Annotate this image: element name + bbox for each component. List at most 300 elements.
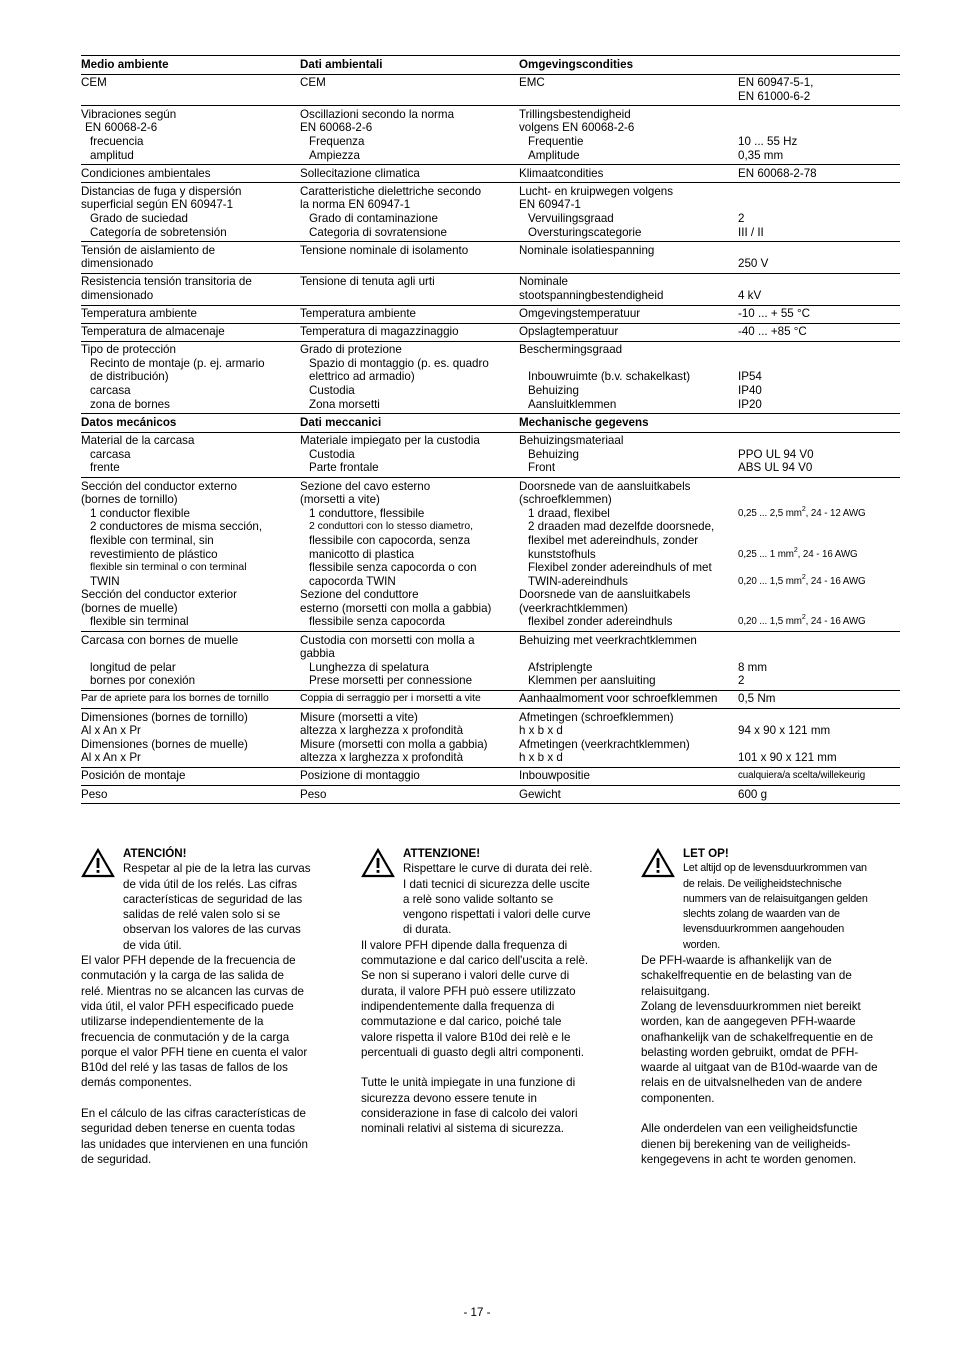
cell-line: Klemmen per aansluiting bbox=[528, 674, 656, 688]
cell-line: Recinto de montaje (p. ej. armario bbox=[90, 356, 265, 370]
table-row bbox=[81, 106, 900, 165]
cell-line: 0,25 ... 2,5 $mm^2$, 24 - 12 AWG bbox=[738, 505, 866, 519]
table-cell bbox=[300, 183, 519, 242]
table-cell bbox=[81, 305, 300, 323]
table-row bbox=[81, 709, 900, 768]
cell-line bbox=[738, 58, 900, 72]
table-cell bbox=[300, 74, 519, 106]
warning-title: ATTENZIONE! bbox=[403, 847, 481, 860]
text-line: nominali relativi al sistema di sicurezza. bbox=[361, 1122, 564, 1136]
cell-line: Medio ambiente bbox=[81, 58, 169, 71]
cell-line: flexibel met adereindhuls, zonder bbox=[528, 533, 699, 547]
cell-line: cualquiera/a scelta/willekeurig bbox=[738, 770, 866, 782]
cell-line: Coppia di serraggio per i morsetti a vite bbox=[300, 693, 481, 705]
cell-line bbox=[738, 416, 900, 430]
text-line: componenten. bbox=[641, 1091, 715, 1105]
text-line: slechts zolang de waarden van de bbox=[683, 908, 840, 921]
cell-line bbox=[738, 121, 900, 135]
cell-line: Misure (morsetti con molla a gabbia) bbox=[300, 737, 488, 751]
warning-text bbox=[683, 861, 903, 953]
text-line: a relè sono valide soltanto se bbox=[403, 892, 554, 906]
table-cell bbox=[300, 305, 519, 323]
text-line: utilizarse independientemente de la bbox=[81, 1015, 264, 1029]
table-row bbox=[81, 478, 900, 632]
table-cell bbox=[81, 165, 300, 183]
cell-line: Distancias de fuga y dispersión bbox=[81, 184, 242, 198]
note-column-es bbox=[81, 846, 339, 1167]
table-cell bbox=[300, 273, 519, 305]
table-cell bbox=[519, 478, 738, 632]
warning-text bbox=[403, 861, 619, 937]
cell-line: Tensione nominale di isolamento bbox=[300, 243, 469, 257]
cell-line: 101 x 90 x 121 mm bbox=[738, 751, 837, 765]
table-cell bbox=[81, 106, 300, 165]
table-cell bbox=[738, 478, 900, 632]
table-cell bbox=[81, 478, 300, 632]
text-line: percentuali di guasto degli altri componenti. bbox=[361, 1045, 584, 1059]
table-cell bbox=[738, 341, 900, 413]
cell-line: 0,35 mm bbox=[738, 148, 784, 162]
text-line: El valor PFH depende de la frecuencia de bbox=[81, 954, 296, 968]
cell-line: zona de bornes bbox=[90, 397, 170, 411]
text-line: B10d del relé y las tasas de fallos de los bbox=[81, 1061, 288, 1075]
text-line: En el cálculo de las cifras características de bbox=[81, 1107, 306, 1121]
table-row bbox=[81, 786, 900, 804]
table-row bbox=[81, 690, 900, 708]
text-line: kengegevens in acht te worden genomen. bbox=[641, 1152, 857, 1166]
cell-line: Spazio di montaggio (p. es. quadro bbox=[309, 356, 489, 370]
cell-line: Lunghezza di spelatura bbox=[309, 660, 429, 674]
note-column-nl bbox=[641, 846, 903, 1167]
cell-line: Amplitude bbox=[528, 148, 580, 162]
text-line: commutazione e dal carico, poiché tale bbox=[361, 1015, 562, 1029]
cell-line: capocorda TWIN bbox=[309, 574, 396, 588]
cell-line bbox=[519, 357, 738, 371]
warning-triangle-icon bbox=[641, 848, 675, 878]
cell-line: Sección del conductor exterior bbox=[81, 588, 237, 602]
cell-line: Carcasa con bornes de muelle bbox=[81, 633, 239, 647]
paragraph-pfh bbox=[81, 953, 339, 1091]
cell-line: Posición de montaje bbox=[81, 769, 186, 783]
text-line: Se non si superano i valori delle curve di bbox=[361, 969, 570, 983]
text-line: características de seguridad de las bbox=[123, 892, 303, 906]
cell-line: 2 conductores de misma sección, bbox=[90, 520, 263, 534]
table-cell bbox=[519, 786, 738, 804]
cell-line: EN 60947-1 bbox=[519, 198, 581, 212]
cell-line bbox=[738, 244, 900, 258]
cell-line bbox=[738, 357, 900, 371]
cell-line: EN 60068-2-6 bbox=[85, 121, 158, 135]
cell-line: Omgevingstemperatuur bbox=[519, 307, 641, 320]
cell-line: Peso bbox=[300, 787, 327, 801]
table-row bbox=[81, 432, 900, 477]
text-line: worden, kan de aangegeven PFH-waarde bbox=[641, 1015, 856, 1029]
cell-line: ABS UL 94 V0 bbox=[738, 461, 813, 475]
cell-line: flessibile senza capocorda bbox=[309, 615, 445, 629]
table-cell bbox=[519, 183, 738, 242]
cell-line: carcasa bbox=[90, 447, 131, 461]
paragraph-pfh bbox=[361, 938, 619, 1060]
text-line: demás componentes. bbox=[81, 1076, 192, 1090]
cell-line: Vibraciones según bbox=[81, 107, 177, 121]
cell-line: de distribución) bbox=[90, 370, 169, 384]
cell-line: Temperatura ambiente bbox=[300, 307, 416, 320]
cell-line: Temperatura de almacenaje bbox=[81, 325, 225, 339]
cell-line: Afmetingen (veerkrachtklemmen) bbox=[519, 737, 690, 751]
cell-line: 4 kV bbox=[738, 288, 762, 302]
cell-line: dimensionado bbox=[81, 257, 154, 271]
cell-line bbox=[738, 534, 900, 548]
cell-line: gabbia bbox=[300, 647, 335, 661]
text-line: de seguridad. bbox=[81, 1152, 152, 1166]
cell-line: Tensión de aislamiento de bbox=[81, 243, 216, 257]
text-line: nummers van de relaisuitgangen gelden bbox=[683, 892, 868, 905]
table-cell bbox=[738, 56, 900, 75]
cell-line: Sezione del cavo esterno bbox=[300, 479, 431, 493]
text-line: de relais. De veiligheidstechnische bbox=[683, 877, 842, 890]
section-header-row bbox=[81, 414, 900, 433]
cell-line: (morsetti a vite) bbox=[300, 493, 380, 507]
table-cell bbox=[81, 323, 300, 341]
text-line: worden. bbox=[683, 938, 721, 951]
cell-line: flexible sin terminal o con terminal bbox=[90, 562, 247, 574]
warning-text bbox=[123, 861, 339, 953]
cell-line: Behuizing bbox=[528, 447, 579, 461]
text-line: waarde al uitgaat van de B10d-waarde van de bbox=[641, 1061, 878, 1075]
cell-line: bornes por conexión bbox=[90, 674, 196, 688]
cell-line: flexible con terminal, sin bbox=[90, 533, 214, 547]
cell-line: Omgevingscondities bbox=[519, 58, 634, 71]
cell-line bbox=[738, 275, 900, 289]
cell-line: Parte frontale bbox=[309, 461, 379, 475]
cell-line: Zona morsetti bbox=[309, 397, 380, 411]
cell-line bbox=[738, 108, 900, 122]
cell-line: CEM bbox=[81, 76, 107, 90]
cell-line: CEM bbox=[300, 76, 326, 90]
table-cell bbox=[519, 414, 738, 433]
text-line: onafhankelijk van de schakelfrequentie en de bbox=[641, 1030, 874, 1044]
warning-block-nl bbox=[641, 846, 903, 953]
cell-line: Behuizing bbox=[528, 383, 579, 397]
table-row bbox=[81, 74, 900, 106]
technical-data-table bbox=[81, 55, 900, 804]
table-cell bbox=[738, 432, 900, 477]
table-cell bbox=[300, 165, 519, 183]
cell-line: 0,20 ... 1,5 $mm^2$, 24 - 16 AWG bbox=[738, 573, 866, 587]
cell-line: Custodia bbox=[309, 383, 355, 397]
table-cell bbox=[300, 709, 519, 768]
cell-line bbox=[738, 493, 900, 507]
cell-line: Opslagtemperatuur bbox=[519, 325, 619, 339]
cell-line: Frequentie bbox=[528, 134, 584, 148]
cell-line: -10 ... + 55 °C bbox=[738, 307, 810, 320]
table-cell bbox=[519, 341, 738, 413]
cell-line: Sollecitazione climatica bbox=[300, 166, 420, 180]
table-cell bbox=[300, 767, 519, 785]
table-cell bbox=[81, 273, 300, 305]
text-line: sicurezza devono essere tenute in bbox=[361, 1091, 537, 1105]
table-cell bbox=[738, 414, 900, 433]
table-cell bbox=[81, 786, 300, 804]
text-line: Alle onderdelen van een veiligheidsfunctie bbox=[641, 1122, 858, 1136]
table-cell bbox=[81, 690, 300, 708]
cell-line: Inbouwpositie bbox=[519, 769, 590, 783]
cell-line: 0,25 ... 1 $mm^2$, 24 - 16 AWG bbox=[738, 546, 858, 560]
cell-line: Gewicht bbox=[519, 787, 561, 801]
table-cell bbox=[519, 106, 738, 165]
cell-line: EMC bbox=[519, 76, 545, 90]
table-row bbox=[81, 632, 900, 691]
table-cell bbox=[519, 74, 738, 106]
cell-line: kunststofhuls bbox=[528, 547, 596, 561]
cell-line bbox=[81, 647, 300, 661]
cell-line: TWIN bbox=[90, 574, 120, 588]
table-cell bbox=[519, 273, 738, 305]
table-cell bbox=[519, 709, 738, 768]
cell-line: la norma EN 60947-1 bbox=[300, 198, 411, 212]
text-line: considerazione in fase di calcolo dei valori bbox=[361, 1107, 578, 1121]
cell-line bbox=[738, 561, 900, 575]
cell-line: Nominale isolatiespanning bbox=[519, 243, 655, 257]
cell-line: -40 ... +85 °C bbox=[738, 325, 807, 339]
cell-line: frente bbox=[90, 461, 120, 475]
cell-line: EN 60947-5-1, bbox=[738, 76, 814, 90]
text-line: belasting worden gebruikt, omdat de PFH- bbox=[641, 1045, 859, 1059]
cell-line: Nominale bbox=[519, 275, 568, 289]
cell-line: Caratteristiche dielettriche secondo bbox=[300, 184, 482, 198]
cell-line: Posizione di montaggio bbox=[300, 769, 420, 783]
cell-line: 1 conduttore, flessibile bbox=[309, 506, 425, 520]
cell-line: flexible sin terminal bbox=[90, 615, 189, 629]
cell-line: Sezione del conduttore bbox=[300, 588, 419, 602]
cell-line: Categoría de sobretensión bbox=[90, 225, 227, 239]
cell-line: altezza x larghezza x profondità bbox=[300, 724, 464, 738]
cell-line: revestimiento de plástico bbox=[90, 547, 218, 561]
cell-line: III / II bbox=[738, 225, 764, 239]
table-cell bbox=[81, 242, 300, 274]
text-line: Let altijd op de levensduurkrommen van bbox=[683, 862, 867, 875]
table-cell bbox=[519, 690, 738, 708]
cell-line: esterno (morsetti con molla a gabbia) bbox=[300, 601, 492, 615]
cell-line: Lucht- en kruipwegen volgens bbox=[519, 184, 674, 198]
cell-line: Grado di protezione bbox=[300, 343, 402, 357]
cell-line: Temperatura di magazzinaggio bbox=[300, 325, 459, 339]
table-row bbox=[81, 305, 900, 323]
table-cell bbox=[300, 341, 519, 413]
table-row bbox=[81, 341, 900, 413]
cell-line: (bornes de muelle) bbox=[81, 601, 178, 615]
section-header-row bbox=[81, 56, 900, 75]
text-line: Il valore PFH dipende dalla frequenza di bbox=[361, 938, 568, 952]
cell-line: h x b x d bbox=[519, 751, 563, 765]
cell-line: Dimensiones (bornes de tornillo) bbox=[81, 710, 248, 724]
cell-line bbox=[738, 738, 900, 752]
cell-line: Dati meccanici bbox=[300, 416, 382, 430]
cell-line: Afmetingen (schroefklemmen) bbox=[519, 710, 674, 724]
cell-line: Oscillazioni secondo la norma bbox=[300, 107, 455, 121]
cell-line bbox=[738, 711, 900, 725]
table-cell bbox=[300, 56, 519, 75]
warning-title: ATENCIÓN! bbox=[123, 847, 187, 860]
cell-line bbox=[738, 434, 900, 448]
paragraph-pfh bbox=[641, 953, 903, 1106]
cell-line: 8 mm bbox=[738, 660, 767, 674]
table-cell bbox=[519, 242, 738, 274]
cell-line: Beschermingsgraad bbox=[519, 343, 623, 357]
warning-block-es bbox=[81, 846, 339, 953]
text-line: Zolang de levensduurkrommen niet bereikt bbox=[641, 999, 861, 1013]
table-row bbox=[81, 323, 900, 341]
text-line: schakelfrequentie en de belasting van de bbox=[641, 969, 852, 983]
cell-line bbox=[738, 647, 900, 661]
cell-line: stootspanningbestendigheid bbox=[519, 288, 664, 302]
text-line: valore rispetta il valore B10d dei relè e le bbox=[361, 1030, 571, 1044]
cell-line: Resistencia tensión transitoria de bbox=[81, 275, 252, 289]
cell-line: Klimaatcondities bbox=[519, 166, 604, 180]
cell-line: Peso bbox=[81, 787, 108, 801]
cell-line: 250 V bbox=[738, 257, 769, 271]
table-cell bbox=[738, 273, 900, 305]
text-line: relaisuitgang. bbox=[641, 984, 710, 998]
text-line: De PFH-waarde is afhankelijk van de bbox=[641, 954, 832, 968]
cell-line: Categoria di sovratensione bbox=[309, 225, 447, 239]
cell-line: Custodia con morsetti con molla a bbox=[300, 633, 475, 647]
cell-line bbox=[738, 185, 900, 199]
table-cell bbox=[738, 242, 900, 274]
text-line: observan los valores de las curvas bbox=[123, 923, 301, 937]
table-row bbox=[81, 767, 900, 785]
text-line: commutazione e dal carico dell'uscita a relè. bbox=[361, 954, 589, 968]
cell-line: Mechanische gegevens bbox=[519, 416, 649, 430]
table-cell bbox=[81, 432, 300, 477]
text-line: de vida útil de los relés. Las cifras bbox=[123, 877, 297, 891]
text-line: frecuencia de conmutación y de la carga bbox=[81, 1030, 290, 1044]
cell-line: altezza x larghezza x profondità bbox=[300, 751, 464, 765]
text-line: las unidades que intervienen en una función bbox=[81, 1137, 308, 1151]
text-line: porque el valor PFH tiene en cuenta el valor bbox=[81, 1045, 308, 1059]
table-cell bbox=[519, 305, 738, 323]
cell-line: Al x An x Pr bbox=[81, 751, 141, 765]
text-line: seguridad deben tenerse en cuenta todas bbox=[81, 1122, 296, 1136]
cell-line bbox=[738, 480, 900, 494]
cell-line: amplitud bbox=[90, 148, 134, 162]
cell-line: carcasa bbox=[90, 383, 131, 397]
warning-title: LET OP! bbox=[683, 847, 729, 860]
table-cell bbox=[738, 106, 900, 165]
text-line: vida útil, el valor PFH especificado puede bbox=[81, 999, 294, 1013]
cell-line: Dati ambientali bbox=[300, 58, 383, 71]
cell-line bbox=[738, 634, 900, 648]
table-row bbox=[81, 273, 900, 305]
cell-line: Dimensiones (bornes de muelle) bbox=[81, 737, 248, 751]
cell-line: 0,5 Nm bbox=[738, 692, 776, 706]
table-cell bbox=[519, 56, 738, 75]
cell-line: Behuizing met veerkrachtklemmen bbox=[519, 633, 697, 647]
text-line: dienen bij berekening van de veiligheids- bbox=[641, 1137, 851, 1151]
cell-line: longitud de pelar bbox=[90, 660, 176, 674]
cell-line: Doorsnede van de aansluitkabels bbox=[519, 588, 691, 602]
cell-line: volgens EN 60068-2-6 bbox=[519, 121, 635, 135]
cell-line: 600 g bbox=[738, 787, 768, 801]
table-cell bbox=[300, 478, 519, 632]
text-line: de vida útil. bbox=[123, 938, 182, 952]
table-cell bbox=[738, 74, 900, 106]
table-cell bbox=[81, 767, 300, 785]
cell-line: Condiciones ambientales bbox=[81, 166, 211, 180]
cell-line: TWIN-adereindhuls bbox=[528, 574, 628, 588]
cell-line: Oversturingscategorie bbox=[528, 225, 642, 239]
paragraph-safety-units bbox=[81, 1106, 339, 1167]
cell-line: frecuencia bbox=[90, 134, 144, 148]
cell-line: Frequenza bbox=[309, 134, 365, 148]
table-cell bbox=[519, 432, 738, 477]
cell-line: Materiale impiegato per la custodia bbox=[300, 434, 480, 448]
cell-line: Behuizingsmateriaal bbox=[519, 434, 624, 448]
table-row bbox=[81, 165, 900, 183]
cell-line: IP54 bbox=[738, 370, 762, 384]
cell-line: Front bbox=[528, 461, 556, 475]
table-cell bbox=[519, 632, 738, 691]
text-line: durata, il valore PFH può essere utilizzato bbox=[361, 984, 576, 998]
table-cell bbox=[738, 323, 900, 341]
table-cell bbox=[81, 74, 300, 106]
text-line: vengono rispettati i valori delle curve bbox=[403, 908, 591, 922]
cell-line: IP20 bbox=[738, 397, 762, 411]
cell-line: Material de la carcasa bbox=[81, 434, 195, 448]
table-cell bbox=[300, 323, 519, 341]
warning-block-it bbox=[361, 846, 619, 938]
cell-line: flessibile senza capocorda o con bbox=[309, 561, 477, 575]
paragraph-safety-units bbox=[641, 1121, 903, 1167]
cell-line: superficial según EN 60947-1 bbox=[81, 198, 234, 212]
cell-line: 1 draad, flexibel bbox=[528, 506, 610, 520]
table-cell bbox=[300, 414, 519, 433]
page-number: - 17 - bbox=[463, 1306, 491, 1319]
cell-line: flessibile con capocorda, senza bbox=[309, 533, 471, 547]
note-column-it bbox=[361, 846, 619, 1137]
cell-line: elettrico ad armadio) bbox=[309, 370, 415, 384]
warning-triangle-icon bbox=[361, 848, 395, 878]
cell-line: flexibel zonder adereindhuls bbox=[528, 615, 673, 629]
cell-line bbox=[519, 647, 738, 661]
cell-line: Datos mecánicos bbox=[81, 416, 177, 430]
cell-line: dimensionado bbox=[81, 288, 154, 302]
cell-line: 2 draaden mad dezelfde doorsnede, bbox=[528, 520, 715, 534]
table-cell bbox=[738, 786, 900, 804]
cell-line bbox=[738, 520, 900, 534]
table-row bbox=[81, 183, 900, 242]
table-cell bbox=[519, 323, 738, 341]
text-line: conmutación y la carga de las salida de bbox=[81, 969, 285, 983]
cell-line: Grado di contaminazione bbox=[309, 211, 438, 225]
table-cell bbox=[81, 183, 300, 242]
cell-line: 0,20 ... 1,5 $mm^2$, 24 - 16 AWG bbox=[738, 614, 866, 628]
table-row bbox=[81, 242, 900, 274]
cell-line: Afstriplengte bbox=[528, 660, 593, 674]
table-cell bbox=[519, 767, 738, 785]
cell-line: 2 bbox=[738, 674, 745, 688]
cell-line bbox=[738, 343, 900, 357]
table-cell bbox=[81, 709, 300, 768]
cell-line: Tensione di tenuta agli urti bbox=[300, 275, 435, 289]
table-cell bbox=[300, 690, 519, 708]
table-cell bbox=[738, 165, 900, 183]
cell-line: Par de apriete para los bornes de tornillo bbox=[81, 693, 269, 705]
cell-line: Aanhaalmoment voor schroefklemmen bbox=[519, 692, 718, 706]
cell-line: Misure (morsetti a vite) bbox=[300, 710, 418, 724]
table-cell bbox=[300, 106, 519, 165]
cell-line: Grado de suciedad bbox=[90, 211, 188, 225]
